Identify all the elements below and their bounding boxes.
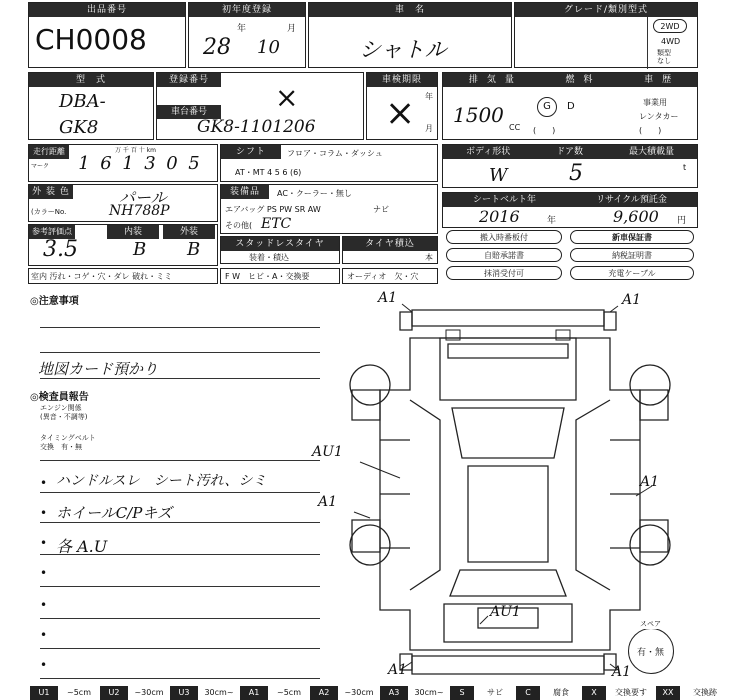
legend-value: 30cm~: [198, 686, 240, 700]
audio-conditions: オーディオ 欠・穴: [347, 272, 419, 281]
fw-conditions: F W ヒビ・A・交換要: [225, 272, 310, 281]
car-name-header: 車 名: [309, 3, 511, 17]
legend-code: U2: [100, 686, 128, 700]
mileage-units: 万 千 百 十 km: [115, 147, 156, 154]
doors-header: ドア数: [556, 147, 583, 157]
legend-value: 交換跡: [680, 686, 730, 700]
mileage-header: 走行距離: [29, 145, 69, 159]
equipment-navi: ナビ: [373, 205, 389, 214]
car-name-box: [308, 2, 512, 68]
legend-code: C: [516, 686, 540, 700]
model-value: DBA- GK8: [59, 91, 106, 138]
cc-unit: CC: [509, 123, 521, 132]
recycle-amount: 9,600: [613, 207, 659, 226]
tire-box: [342, 236, 438, 264]
spare-value: 有・無: [637, 648, 665, 658]
legend-value: ~5cm: [268, 686, 310, 700]
fuel-other: ( ): [533, 126, 556, 135]
tire-header: タイヤ積込: [343, 237, 437, 251]
drive-2wd: 2WD: [653, 19, 687, 33]
mileage-digit: 1: [78, 153, 90, 174]
report-line-2: ホイールC/Pキズ: [56, 504, 173, 522]
chassis-value: GK8-1101206: [197, 117, 316, 137]
audio-strip: [342, 268, 438, 284]
use-rental: レンタカー: [639, 112, 679, 121]
color-box: [28, 184, 218, 222]
legend-code: A2: [310, 686, 338, 700]
legend-code: U1: [30, 686, 58, 700]
doc-deregistration: 抹消受付可: [446, 266, 562, 280]
car-name-value: シャトル: [359, 38, 447, 63]
equipment-box: [220, 184, 438, 234]
body-shape-value: W: [489, 165, 508, 186]
color-code-value: NH788P: [109, 203, 170, 219]
doc-charge-cable: 充電ケーブル: [570, 266, 694, 280]
lot-number-value: CH0008: [35, 23, 147, 56]
report-line-3: 各 A.U: [56, 537, 108, 556]
shift-options: フロア・コラム・ダッシュ: [287, 149, 383, 158]
studless-options: 装着・積込: [249, 253, 289, 262]
grade-note: 類型 なし: [657, 49, 671, 65]
first-registration-month: 10: [257, 37, 280, 58]
year-unit: 年: [237, 24, 247, 34]
vehicle-type-other: ( ): [639, 126, 662, 135]
first-registration-year: 28: [203, 35, 231, 60]
load-unit: t: [683, 163, 687, 172]
model-header: 型 式: [29, 73, 153, 87]
spare-label: スペア: [640, 620, 661, 628]
timing-belt-label: タイミングベルト 交換 有・無: [40, 434, 96, 451]
doc-tax: 納税証明書: [570, 248, 694, 262]
inspection-box: [366, 72, 438, 140]
equipment-ac: AC・クーラー・無し: [277, 189, 352, 198]
score-header: 参考評価点: [29, 225, 75, 239]
interior-condition-strip: [28, 268, 218, 284]
legend-code: A3: [380, 686, 408, 700]
body-header: ボディ形状: [465, 147, 511, 157]
studless-box: [220, 236, 340, 264]
damage-mark-left-side: AU1: [312, 444, 343, 460]
engine-fuel-box: [442, 72, 698, 140]
inspector-header: ◎検査員報告: [30, 392, 89, 403]
damage-mark-right-side: A1: [640, 474, 660, 490]
legend-value: サビ: [474, 686, 516, 700]
doc-plate: 搬入時番板付: [446, 230, 562, 244]
legend-code: XX: [656, 686, 680, 700]
damage-mark-rear-right: A1: [612, 664, 632, 680]
seatbelt-recycle-box: [442, 192, 698, 228]
tire-unit: 本: [425, 253, 433, 262]
first-registration-header: 初年度登録: [189, 3, 305, 17]
lot-number-box: [28, 2, 186, 68]
shift-box: [220, 144, 438, 182]
notes-line-1: 地図カード預かり: [38, 360, 159, 378]
mileage-digit: 3: [144, 153, 156, 174]
seatbelt-year: 2016: [479, 207, 520, 226]
equipment-header: 装備品: [221, 185, 269, 199]
fuel-gasoline: G: [537, 97, 557, 117]
mileage-digit: 5: [188, 153, 200, 174]
inspection-year-unit: 年: [425, 92, 433, 101]
equipment-other-label: その他(: [225, 221, 253, 230]
seatbelt-header: シートベルト年: [473, 195, 537, 205]
inspection-mark: ×: [385, 93, 416, 134]
legend-value: 腐食: [540, 686, 582, 700]
spare-circle: [628, 620, 674, 674]
equipment-other-value: ETC: [261, 216, 292, 232]
legend-code: X: [582, 686, 606, 700]
damage-mark-front-left: A1: [378, 290, 398, 306]
score-box: [28, 224, 218, 266]
exterior-header: 外装: [163, 225, 215, 239]
damage-mark-plate: AU1: [490, 604, 521, 620]
mileage-box: [28, 144, 218, 182]
interior-conditions: 室内 汚れ・コゲ・穴・ダレ 破れ・ミミ: [31, 272, 173, 281]
studless-header: スタッドレスタイヤ: [221, 237, 339, 251]
damage-mark-left-door: A1: [318, 494, 338, 510]
recycle-unit: 円: [677, 216, 687, 226]
mileage-digit: 6: [100, 153, 112, 174]
grade-box: [514, 2, 698, 68]
load-header: 最大積載量: [628, 147, 674, 157]
use-business: 事業用: [643, 98, 667, 107]
registration-mark: ×: [275, 81, 299, 114]
notes-header: ◎注意事項: [30, 296, 79, 307]
legend-code: S: [450, 686, 474, 700]
legend-value: ~30cm: [128, 686, 170, 700]
damage-mark-front-right: A1: [622, 292, 642, 308]
score-value: 3.5: [43, 237, 78, 262]
recycle-header: リサイクル預託金: [596, 195, 667, 205]
registration-header: 登録番号: [157, 73, 221, 87]
color-value: パール: [119, 188, 167, 207]
registration-box: [156, 72, 364, 140]
color-code-label: (カラーNo.: [31, 208, 67, 216]
shift-header: シフト: [221, 145, 281, 159]
shift-transmission: AT・MT 4 5 6 (6): [235, 168, 302, 177]
inspection-header: 車検期限: [367, 73, 437, 87]
legend-value: ~5cm: [58, 686, 100, 700]
legend-value: ~30cm: [338, 686, 380, 700]
legend-code: A1: [240, 686, 268, 700]
fw-strip: [220, 268, 340, 284]
fuel-header: 燃 料: [565, 75, 593, 85]
inspection-month-unit: 月: [425, 124, 433, 133]
doc-warranty: 新車保証書: [570, 230, 694, 244]
doors-value: 5: [569, 161, 583, 186]
chassis-header: 車台番号: [157, 105, 221, 119]
seatbelt-unit: 年: [547, 216, 557, 226]
drive-4wd: 4WD: [661, 37, 681, 46]
damage-mark-rear-left: A1: [388, 662, 408, 678]
mileage-digit: 1: [122, 153, 134, 174]
legend-value: 30cm~: [408, 686, 450, 700]
interior-header: 内装: [107, 225, 159, 239]
mileage-digit: 0: [166, 153, 178, 174]
equipment-features: エアバッグ PS PW SR AW: [225, 205, 321, 214]
mileage-mark-label: マーク: [31, 163, 50, 170]
month-unit: 月: [287, 24, 297, 34]
fuel-diesel: D: [567, 101, 575, 112]
displacement-value: 1500: [453, 103, 504, 127]
legend-value: 交換要す: [606, 686, 656, 700]
report-line-1: ハンドルスレ シート汚れ、シミ: [56, 473, 267, 489]
model-box: [28, 72, 154, 140]
exterior-value: B: [187, 239, 201, 260]
vehicle-type-header: 車 歴: [644, 75, 672, 85]
doc-insurance: 自賠承諾書: [446, 248, 562, 262]
first-registration-box: [188, 2, 306, 68]
grade-header: グレード/類別型式: [515, 3, 697, 17]
lot-number-header: 出品番号: [29, 3, 185, 17]
body-box: [442, 144, 698, 188]
engine-label: エンジン関係 (異音・不調等): [40, 404, 88, 421]
displacement-header: 排 気 量: [468, 75, 514, 85]
color-header: 外 装 色: [29, 185, 73, 199]
interior-value: B: [133, 239, 147, 260]
legend-code: U3: [170, 686, 198, 700]
